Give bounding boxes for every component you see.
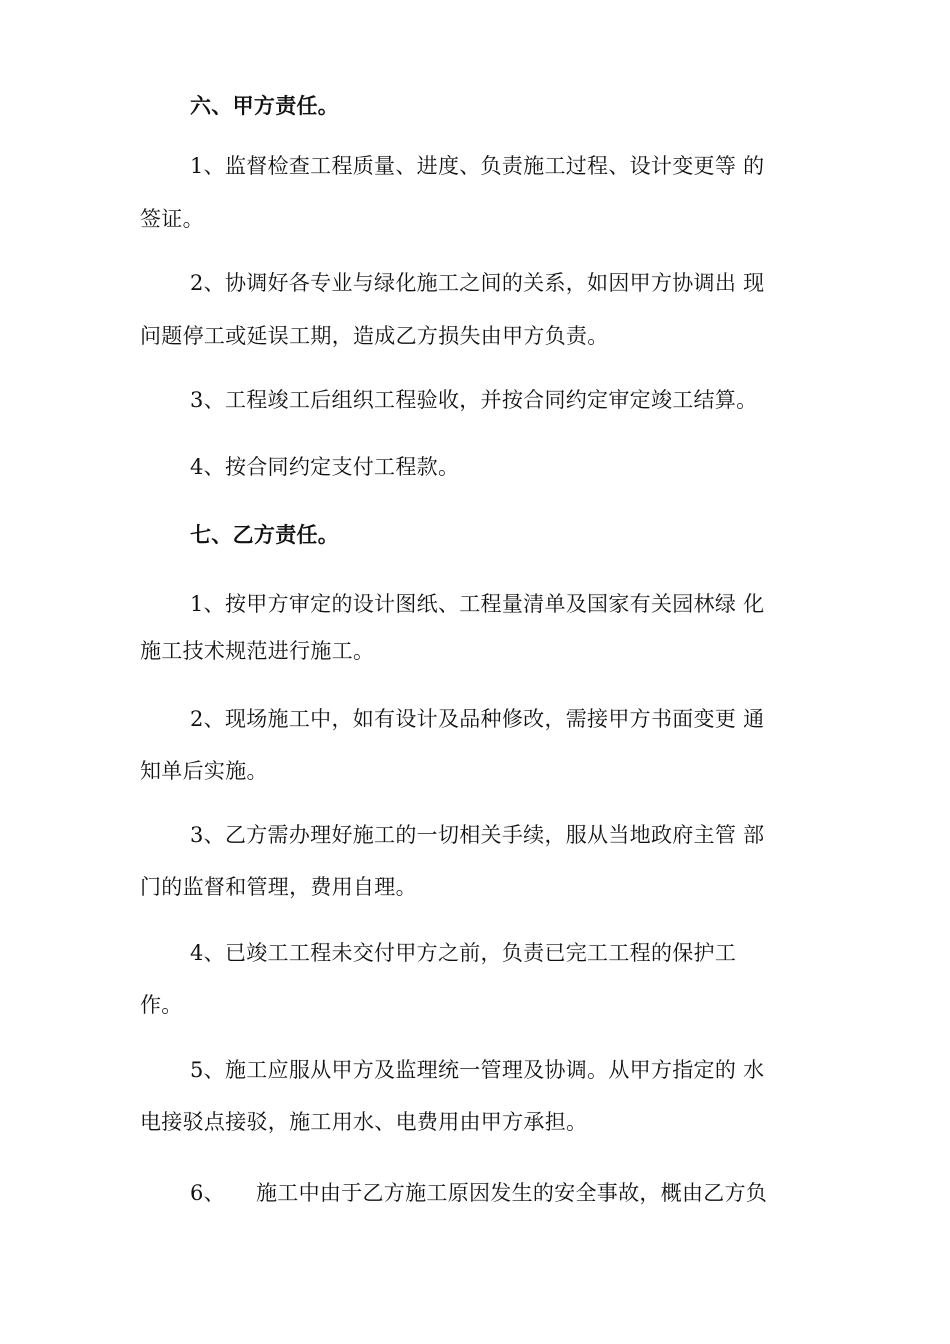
section-7-item-4-line-2: 作。 <box>140 993 183 1017</box>
section-6-item-2-line-1: 2、协调好各专业与绿化施工之间的关系，如因甲方协调出 现 <box>190 271 765 295</box>
section-6-item-1-line-1: 1、监督检查工程质量、进度、负责施工过程、设计变更等 的 <box>190 154 765 178</box>
section-7-item-4-line-1: 4、已竣工工程未交付甲方之前，负责已完工工程的保护工 <box>190 941 737 965</box>
section-7-heading: 七、乙方责任。 <box>190 522 340 547</box>
section-6-heading: 六、甲方责任。 <box>190 93 340 118</box>
section-7-item-6-line-1 <box>190 1178 767 1208</box>
section-7-item-2-line-1: 2、现场施工中，如有设计及品种修改，需接甲方书面变更 通 <box>190 707 765 731</box>
section-6-item-1-line-2: 签证。 <box>140 207 204 231</box>
section-7-item-6-number: 6、 <box>190 1181 225 1205</box>
section-7-item-1-line-1: 1、按甲方审定的设计图纸、工程量清单及国家有关园林绿 化 <box>190 592 765 616</box>
section-6-item-2-line-2: 问题停工或延误工期，造成乙方损失由甲方负责。 <box>140 324 609 348</box>
section-7-item-2-line-2: 知单后实施。 <box>140 759 268 783</box>
section-7-item-1-line-2: 施工技术规范进行施工。 <box>140 639 375 663</box>
section-6-item-4: 4、按合同约定支付工程款。 <box>190 455 460 479</box>
section-7-item-3-line-2: 门的监督和管理，费用自理。 <box>140 875 417 899</box>
section-7-item-5-line-2: 电接驳点接驳，施工用水、电费用由甲方承担。 <box>140 1110 588 1134</box>
section-7-item-5-line-1: 5、施工应服从甲方及监理统一管理及协调。从甲方指定的 水 <box>190 1058 765 1082</box>
section-7-item-3-line-1: 3、乙方需办理好施工的一切相关手续，服从当地政府主管 部 <box>190 823 765 847</box>
section-7-item-6-text: 施工中由于乙方施工原因发生的安全事故，概由乙方负 <box>256 1181 768 1205</box>
section-6-item-3: 3、工程竣工后组织工程验收，并按合同约定审定竣工结算。 <box>190 388 758 412</box>
